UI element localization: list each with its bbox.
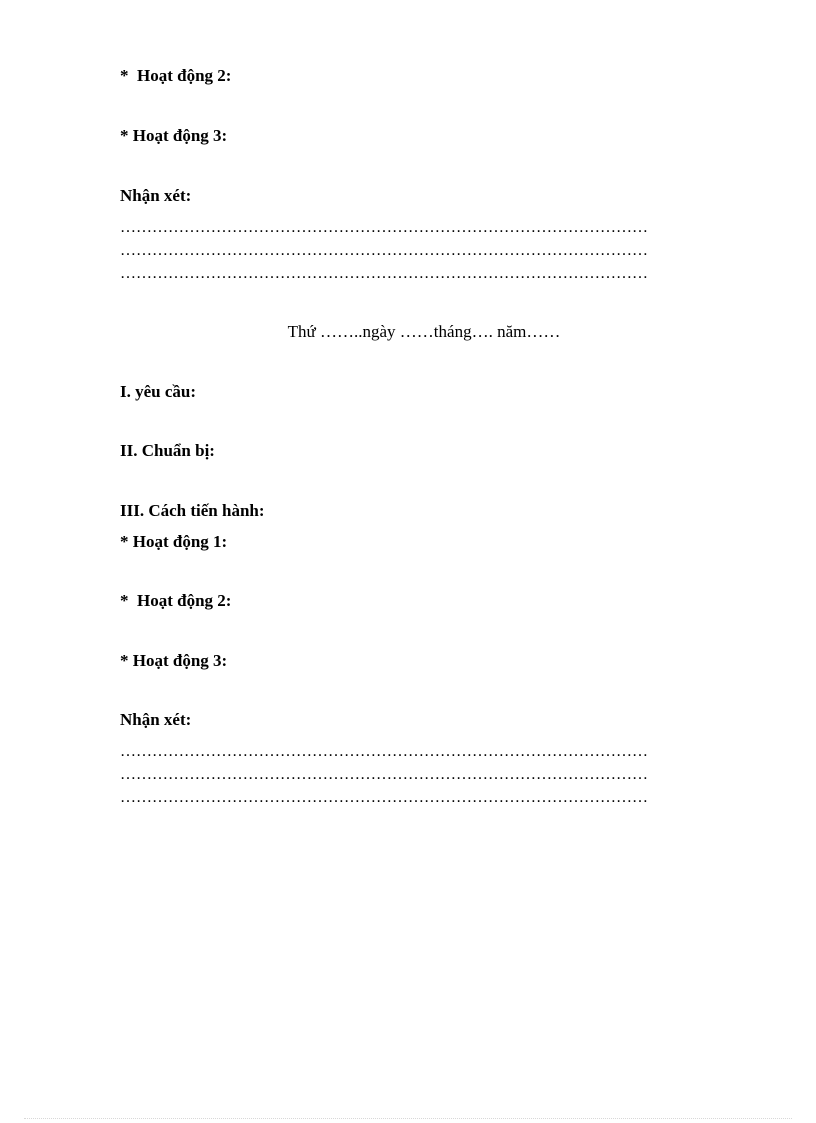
requirement-heading: I. yêu cầu: [120,382,197,401]
activity-3-heading: * Hoạt động 3: [120,126,228,145]
activity-1-heading: * Hoạt động 1: [120,532,228,551]
dotted-answer-line: ……………………………………………………………………………………… [120,789,648,806]
dotted-answer-line: ……………………………………………………………………………………… [120,265,648,282]
activity-3-heading: * Hoạt động 3: [120,651,228,670]
activity-2-heading: * Hoạt động 2: [120,66,232,85]
dotted-answer-line: ……………………………………………………………………………………… [120,766,648,783]
dotted-answer-line: ……………………………………………………………………………………… [120,242,648,259]
dotted-answer-line: ……………………………………………………………………………………… [120,219,648,236]
activity-2-heading: * Hoạt động 2: [120,591,232,610]
dotted-answer-line: ……………………………………………………………………………………… [120,743,648,760]
procedure-heading: III. Cách tiến hành: [120,501,265,520]
page-bottom-border [24,1118,792,1119]
remark-heading: Nhận xét: [120,710,192,729]
preparation-heading: II. Chuẩn bị: [120,441,215,460]
remark-heading: Nhận xét: [120,186,192,205]
date-line: Thứ ……..ngày ……tháng…. năm…… [287,322,561,341]
